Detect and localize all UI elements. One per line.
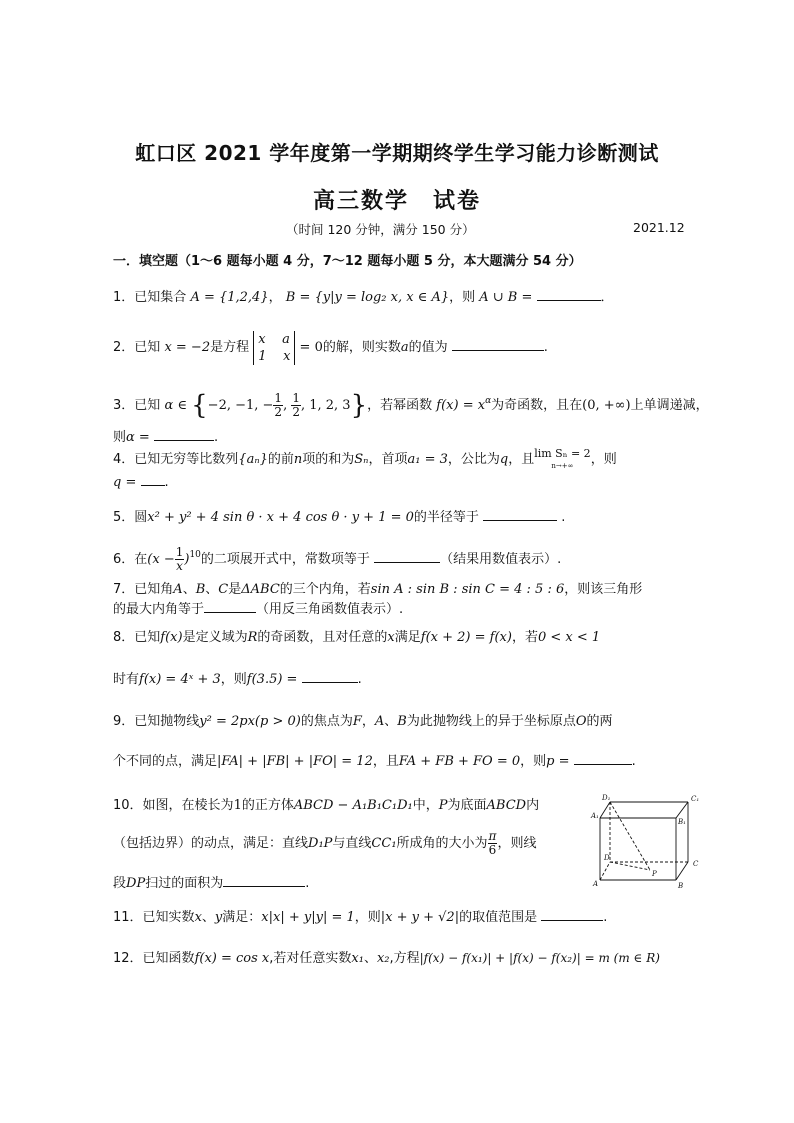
question-9 [113, 710, 613, 729]
math-expression: −2, −1, − [207, 398, 274, 413]
math-expression: A = {1,2,4} [190, 290, 269, 305]
question-text: ，若幂函数 [367, 398, 433, 413]
question-11 [113, 906, 607, 925]
math-expression: f(x) [160, 630, 183, 645]
question-text: ，则 [220, 672, 247, 687]
math-expression: |x + y + √2| [380, 910, 460, 925]
cube-figure [591, 792, 706, 892]
question-text: . [213, 430, 219, 445]
question-text: 已知抛物线 [134, 714, 200, 729]
math-expression: {aₙ} [238, 452, 268, 467]
question-text: 的二项展开式中，常数项等于 [200, 552, 370, 567]
math-expression: D₁P [308, 836, 333, 851]
question-text: 的值为 [408, 340, 448, 355]
left-brace: { [191, 390, 208, 421]
limit-expression [534, 448, 590, 472]
answer-blank[interactable] [154, 428, 214, 441]
question-text: 段 [113, 876, 127, 891]
limit-subscript: n→+∞ [551, 462, 574, 470]
answer-blank[interactable] [541, 908, 603, 921]
exam-date: 2021.12 [633, 220, 685, 235]
question-8-line-2 [113, 668, 362, 687]
question-text: 项的和为 [302, 452, 355, 467]
fraction-numerator: π [488, 829, 497, 843]
fraction [291, 392, 301, 419]
question-text: （包括边界）的动点，满足：直线 [113, 836, 309, 851]
math-variable: n [293, 452, 303, 467]
vertex-label: D [604, 854, 610, 862]
math-variable: P [438, 798, 448, 813]
question-text: ，则线 [497, 836, 537, 851]
math-variable: x₂ [376, 951, 390, 966]
cube-edge [600, 802, 610, 818]
question-4 [113, 448, 617, 472]
question-text: 所成角的大小为 [396, 836, 488, 851]
question-text: ，则 [520, 754, 547, 769]
math-variable: A [374, 714, 385, 729]
determinant-entry: x [283, 348, 291, 364]
answer-blank[interactable] [204, 600, 256, 613]
question-text: 、 [205, 582, 219, 597]
math-expression: α = [126, 430, 150, 445]
question-number: 5． [113, 510, 135, 525]
math-variable: B [195, 582, 206, 597]
fraction-numerator: 1 [175, 545, 184, 559]
question-3-line-2 [113, 426, 218, 445]
question-text: 的三个内角，若 [279, 582, 371, 597]
math-variable: x₁ [351, 951, 364, 966]
question-text: 为奇函数，且在 [491, 398, 583, 413]
math-exponent: α [485, 396, 492, 406]
question-text: 中， [412, 798, 439, 813]
determinant [253, 331, 295, 365]
math-variable: B [397, 714, 407, 729]
math-expression: x = −2 [164, 340, 211, 355]
question-text: 的最大内角等于 [113, 602, 205, 617]
question-text: 内 [526, 798, 540, 813]
math-expression: lim Sₙ = 2 [534, 447, 591, 460]
vertex-label: B₁ [678, 818, 686, 826]
question-text: ，且 [508, 452, 535, 467]
fraction-denominator: 2 [274, 405, 283, 419]
question-text: . [305, 876, 310, 891]
question-text: 则 [113, 430, 127, 445]
math-expression: CC₁ [371, 836, 397, 851]
question-text: ， [361, 714, 375, 729]
right-brace: } [350, 390, 368, 421]
cube-edge [676, 862, 688, 880]
question-text: 为此抛物线上的异于坐标原点 [406, 714, 576, 729]
question-text: ，则 [590, 452, 617, 467]
question-number: 3． [113, 398, 135, 413]
vertex-label: B [678, 882, 684, 890]
answer-blank[interactable] [483, 508, 557, 521]
question-text: ，公比为 [447, 452, 500, 467]
question-text: . [164, 475, 169, 490]
question-8 [113, 626, 600, 645]
question-text: 已知函数 [142, 951, 195, 966]
question-number: 4． [113, 452, 135, 467]
math-expression: q = [113, 475, 137, 490]
math-expression: ABCD [486, 798, 527, 813]
cube-edge [676, 802, 688, 818]
question-text: 圆 [134, 510, 148, 525]
fraction-denominator: 2 [292, 405, 300, 419]
question-text: 的解，则实数 [322, 340, 401, 355]
question-text: . [357, 672, 362, 687]
question-number: 9． [113, 714, 135, 729]
question-text: ,若对任意实数 [269, 951, 352, 966]
question-text: . [603, 910, 608, 925]
question-text: . [631, 754, 636, 769]
determinant-entry: x [258, 331, 266, 347]
question-text: 已知 [134, 398, 161, 413]
math-expression: ΔABC [241, 582, 280, 597]
math-expression: ) [184, 552, 190, 567]
answer-blank[interactable] [374, 550, 440, 563]
question-text: 为底面 [447, 798, 487, 813]
question-text: 是 [228, 582, 242, 597]
math-expression: FA + FB + FO = 0 [398, 754, 521, 769]
vertex-label: C₁ [691, 795, 700, 803]
question-text: ，且 [372, 754, 399, 769]
question-text: 的两 [586, 714, 613, 729]
math-expression: (0, +∞) [582, 398, 631, 413]
question-text: 、 [384, 714, 398, 729]
math-expression: (x − [147, 552, 175, 567]
segment-d1p [610, 802, 650, 870]
question-10 [113, 794, 539, 813]
math-variable: F [352, 714, 362, 729]
answer-blank[interactable] [223, 874, 305, 887]
question-text: 的奇函数，且对任意的 [257, 630, 388, 645]
vertex-label: P [652, 870, 657, 878]
determinant-entry: 1 [258, 348, 267, 364]
question-10-line-3 [113, 872, 309, 891]
answer-blank[interactable] [537, 288, 601, 301]
math-expression: f(x) = 4ˣ + 3 [139, 672, 221, 687]
math-expression: |f(x) − f(x₁)| + |f(x) − f(x₂)| = m (m ∈ R) [419, 951, 660, 965]
question-text: 在 [134, 552, 148, 567]
math-variable: q [499, 452, 509, 467]
math-expression: 1 [233, 798, 242, 813]
question-text: ，若 [511, 630, 538, 645]
math-expression: α ∈ [164, 398, 187, 413]
math-expression: p = [546, 754, 570, 769]
question-number: 1． [113, 290, 135, 305]
math-expression: sin A : sin B : sin C = 4 : 5 : 6 [370, 582, 565, 597]
question-number: 10． [113, 798, 143, 813]
question-text: 已知 [134, 630, 161, 645]
vertex-label: D₁ [602, 794, 611, 802]
fraction [273, 392, 283, 419]
question-text: 满足 [394, 630, 421, 645]
question-text: 已知角 [134, 582, 174, 597]
segment-dp [610, 862, 650, 870]
question-text: . [543, 340, 548, 355]
question-2 [113, 330, 548, 366]
vertex-label: A₁ [591, 812, 599, 820]
question-text: 如图，在棱长为 [142, 798, 234, 813]
question-text: 个不同的点，满足 [113, 754, 218, 769]
answer-blank[interactable] [452, 338, 544, 351]
question-text: 满足： [222, 910, 262, 925]
time-info: （时间 120 分钟，满分 150 分） [286, 222, 475, 237]
fraction-denominator: x [176, 559, 183, 573]
math-exponent: 10 [189, 550, 201, 560]
question-text: ,方程 [389, 951, 420, 966]
math-variable: O [575, 714, 587, 729]
question-text: 已知无穷等比数列 [134, 452, 239, 467]
question-number: 11． [113, 910, 143, 925]
math-expression: a₁ = 3 [407, 452, 448, 467]
question-7-line-2 [113, 598, 403, 617]
question-text: 上单调递减， [630, 398, 709, 413]
question-text: 的正方体 [241, 798, 294, 813]
question-number: 6． [113, 552, 135, 567]
math-expression: Sₙ [354, 452, 369, 467]
vertex-label: A [593, 880, 599, 888]
question-text: ，首项 [368, 452, 408, 467]
vertex-label: C [693, 860, 699, 868]
question-text: 、 [201, 910, 215, 925]
answer-blank[interactable] [141, 473, 165, 486]
math-variable: x [194, 910, 202, 925]
question-text: 的焦点为 [300, 714, 353, 729]
question-text: ，则该三角形 [564, 582, 643, 597]
question-text: 与直线 [332, 836, 372, 851]
math-expression: ABCD − A₁B₁C₁D₁ [293, 798, 413, 813]
fraction [175, 546, 185, 573]
math-expression: |FA| + |FB| + |FO| = 12 [217, 754, 373, 769]
question-text: 的取值范围是 [459, 910, 538, 925]
question-text: 、 [182, 582, 196, 597]
math-variable: a [400, 340, 409, 355]
cube-edge [600, 862, 610, 880]
math-expression: = 0 [299, 340, 323, 355]
question-5 [113, 506, 565, 525]
math-expression: , [283, 398, 292, 413]
math-variable: y [214, 910, 223, 925]
question-text: 已知集合 [134, 290, 187, 305]
math-expression: 0 < x < 1 [537, 630, 601, 645]
answer-blank[interactable] [574, 752, 632, 765]
question-text: ． [600, 290, 614, 305]
math-expression: B = {y|y = log₂ x, x ∈ A} [285, 290, 450, 305]
math-expression: y² = 2px(p > 0) [199, 714, 301, 729]
question-text: 已知 [134, 340, 161, 355]
math-expression: x² + y² + 4 sin θ · x + 4 cos θ · y + 1 = 0 [147, 510, 414, 525]
question-text: 已知实数 [142, 910, 195, 925]
math-expression: f(3.5) = [246, 672, 298, 687]
math-variable: x [387, 630, 395, 645]
question-4-line-2 [113, 473, 169, 490]
math-expression: f(x) = x [436, 398, 486, 413]
fraction [488, 830, 498, 857]
question-text: ，则 [354, 910, 381, 925]
question-6 [113, 538, 561, 572]
math-expression: x|x| + y|y| = 1 [261, 910, 355, 925]
fraction-numerator: 1 [274, 391, 283, 405]
question-12 [113, 947, 660, 966]
page-title: 虹口区 2021 学年度第一学期期终学生学习能力诊断测试 [135, 141, 659, 165]
question-3 [113, 386, 709, 421]
question-text: 是方程 [210, 340, 250, 355]
math-variable: R [247, 630, 258, 645]
question-9-line-2 [113, 750, 636, 769]
question-number: 2． [113, 340, 135, 355]
question-10-line-2 [113, 826, 536, 862]
fraction-denominator: 6 [488, 843, 497, 857]
question-text: 的前 [267, 452, 294, 467]
answer-blank[interactable] [302, 670, 358, 683]
question-text: 扫过的面积为 [145, 876, 224, 891]
question-text: 是定义域为 [182, 630, 248, 645]
question-text: 的半径等于 [413, 510, 479, 525]
question-1 [113, 286, 614, 305]
question-7 [113, 578, 642, 597]
question-text: （结果用数值表示）. [440, 552, 562, 567]
section-heading: 一．填空题（1～6 题每小题 4 分，7～12 题每小题 5 分，本大题满分 54 分） [113, 254, 582, 269]
question-number: 12． [113, 951, 143, 966]
question-text: 时有 [113, 672, 140, 687]
determinant-entry: a [282, 331, 290, 347]
math-expression: A ∪ B = [479, 290, 533, 305]
question-text: ，则 [449, 290, 476, 305]
question-text: ， [268, 290, 282, 305]
fraction-numerator: 1 [292, 391, 300, 405]
math-expression: DP [126, 876, 146, 891]
question-text: （用反三角函数值表示）. [256, 602, 404, 617]
math-variable: C [218, 582, 229, 597]
question-number: 7． [113, 582, 135, 597]
question-text: 、 [363, 951, 377, 966]
math-expression: f(x) = cos x [194, 951, 270, 966]
math-expression: f(x + 2) = f(x) [420, 630, 512, 645]
math-expression: , 1, 2, 3 [300, 398, 351, 413]
question-text: . [561, 510, 566, 525]
math-variable: A [173, 582, 183, 597]
question-number: 8． [113, 630, 135, 645]
paper-subtitle: 高三数学 试卷 [312, 189, 481, 214]
